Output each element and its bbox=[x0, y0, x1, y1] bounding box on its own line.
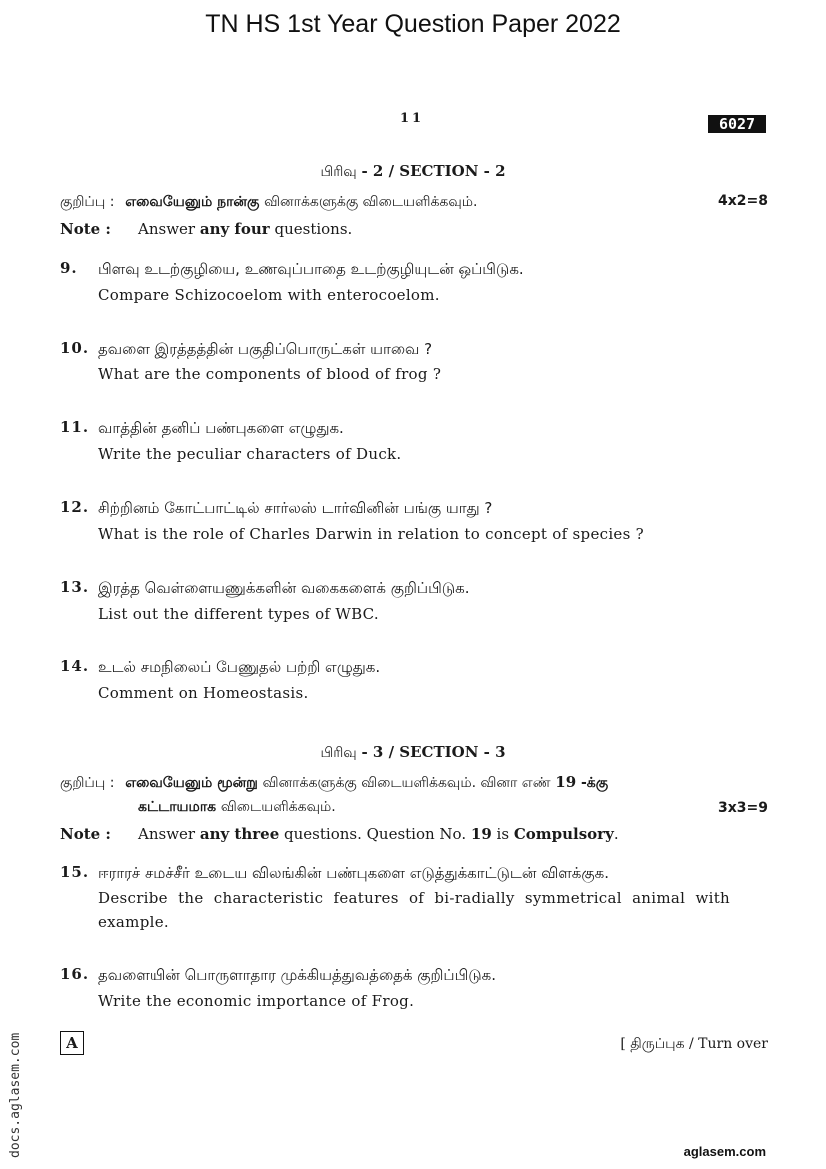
paper-code: 6027 bbox=[708, 115, 766, 133]
question-english: Write the peculiar characters of Duck. bbox=[98, 445, 402, 463]
section-3-note-tamil-line2: கட்டாயமாக விடையளிக்கவும். bbox=[138, 799, 336, 815]
page-number: 11 bbox=[399, 111, 425, 126]
brand-watermark: aglasem.com bbox=[683, 1144, 766, 1159]
section-2-heading: பிரிவு - 2 / SECTION - 2 bbox=[320, 162, 506, 180]
question-english: Write the economic importance of Frog. bbox=[98, 992, 415, 1010]
question-tamil: இரத்த வெள்ளையணுக்களின் வகைகளைக் குறிப்பிடுக. bbox=[98, 579, 470, 597]
question-number: 12. bbox=[60, 498, 90, 516]
banner-title: TN HS 1st Year Question Paper 2022 bbox=[205, 10, 621, 38]
question-tamil: ஈராரச் சமச்சீர் உடைய விலங்கின் பண்புகளை எடுத்துக்காட்டுடன் விளக்குக. bbox=[98, 864, 609, 882]
question-number: 14. bbox=[60, 657, 90, 675]
question-english: Describe the characteristic features of bi-radially symmetrical animal with example. bbox=[98, 889, 730, 931]
question-english: Compare Schizocoelom with enterocoelom. bbox=[98, 286, 440, 304]
question-english: List out the different types of WBC. bbox=[98, 605, 379, 623]
question-number: 13. bbox=[60, 578, 90, 596]
question-english: What is the role of Charles Darwin in relation to concept of species ? bbox=[98, 525, 645, 543]
section-3-note-tamil: குறிப்பு : எவையேனும் மூன்று வினாக்களுக்கு விடையளிக்கவும். வினா எண் 19 -க்கு bbox=[60, 773, 609, 791]
section-2-note-english: Answer any four questions. bbox=[138, 220, 353, 238]
section-2-note-tamil: குறிப்பு : எவையேனும் நான்கு வினாக்களுக்கு விடையளிக்கவும். bbox=[60, 194, 478, 210]
question-tamil: சிற்றினம் கோட்பாட்டில் சார்லஸ் டார்வினின் பங்கு யாது ? bbox=[98, 499, 493, 517]
question-tamil: தவளையின் பொருளாதார முக்கியத்துவத்தைக் குறிப்பிடுக. bbox=[98, 966, 497, 984]
question-number: 11. bbox=[60, 418, 90, 436]
section-3-note-label: Note : bbox=[60, 825, 111, 843]
section-2-note-label: Note : bbox=[60, 220, 111, 238]
question-number: 15. bbox=[60, 863, 90, 881]
question-number: 10. bbox=[60, 339, 90, 357]
question-tamil: உடல் சமநிலைப் பேணுதல் பற்றி எழுதுக. bbox=[98, 658, 381, 676]
question-number: 9. bbox=[60, 259, 78, 277]
question-english: What are the components of blood of frog ? bbox=[98, 365, 442, 383]
section-3-marks: 3x3=9 bbox=[718, 800, 768, 816]
section-3-note-english: Answer any three questions. Question No. 19 is Compulsory. bbox=[138, 825, 619, 843]
question-english: Comment on Homeostasis. bbox=[98, 684, 309, 702]
section-3-heading: பிரிவு - 3 / SECTION - 3 bbox=[320, 743, 506, 761]
question-number: 16. bbox=[60, 965, 90, 983]
series-letter-box: A bbox=[60, 1031, 84, 1055]
turn-over-label: [ திருப்புக / Turn over bbox=[620, 1036, 768, 1052]
side-watermark: docs.aglasem.com bbox=[8, 1032, 23, 1158]
section-2-marks: 4x2=8 bbox=[718, 193, 768, 209]
question-tamil: வாத்தின் தனிப் பண்புகளை எழுதுக. bbox=[98, 419, 344, 437]
question-tamil: தவளை இரத்தத்தின் பகுதிப்பொருட்கள் யாவை ? bbox=[98, 340, 433, 358]
question-tamil: பிளவு உடற்குழியை, உணவுப்பாதை உடற்குழியுடன் ஒப்பிடுக. bbox=[98, 260, 524, 278]
